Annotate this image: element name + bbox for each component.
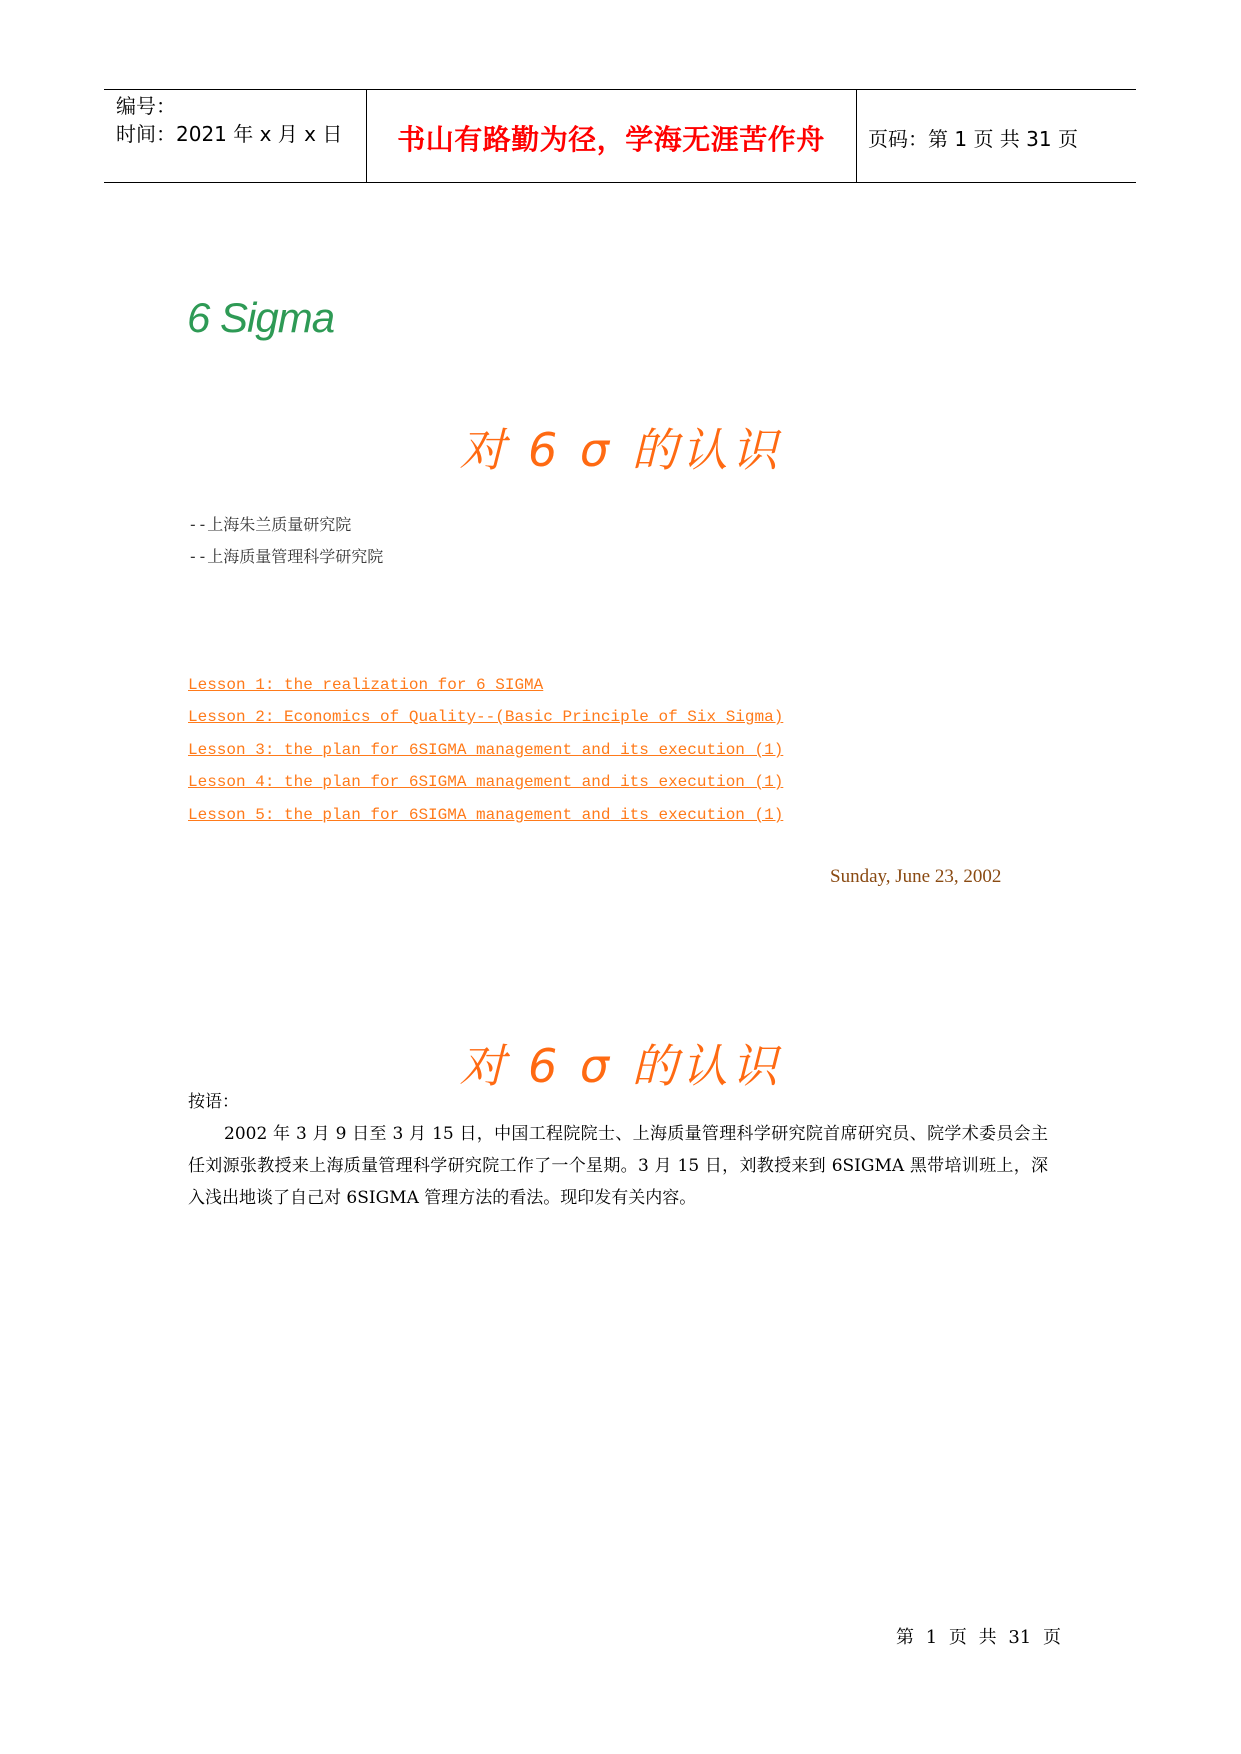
header-motto: 书山有路勤为径，学海无涯苦作舟 <box>397 123 825 156</box>
lesson-link-1[interactable]: Lesson 1: the realization for 6 SIGMA <box>188 676 544 694</box>
organization-line: --上海质量管理科学研究院 <box>188 547 384 566</box>
lesson-link-5[interactable]: Lesson 5: the plan for 6SIGMA management and its execution (1) <box>188 806 784 824</box>
page-footer: 第 1 页 共 31 页 <box>896 1627 1061 1648</box>
lesson-link-2[interactable]: Lesson 2: Economics of Quality--(Basic Principle of Six Sigma) <box>188 708 784 726</box>
document-header <box>104 89 1136 183</box>
header-page-number: 页码：第 1 页 共 31 页 <box>868 127 1078 151</box>
number-label: 编号： <box>116 94 176 118</box>
time-label: 时间：2021 年 x 月 x 日 <box>116 122 343 146</box>
lesson-link-3[interactable]: Lesson 3: the plan for 6SIGMA management and its execution (1) <box>188 741 784 759</box>
intro-paragraph: 2002 年 3 月 9 日至 3 月 15 日，中国工程院院士、上海质量管理科学研究院首席研究员、院学术委员会主任刘源张教授来上海质量管理科学研究院工作了一个星期。3 月 15 日，刘教授来到 6SIGMA 黑带培训班上，深入浅出地谈了自己对 6SIGMA 管理方法的看法。现印发有关内容。 <box>188 1124 1048 1208</box>
header-left-info <box>116 92 342 148</box>
document-date: Sunday, June 23, 2002 <box>830 866 1002 887</box>
note-label: 按语： <box>188 1092 239 1112</box>
page-title: 对 6 σ 的认识 <box>459 423 782 477</box>
section-title: 对 6 σ 的认识 <box>459 1039 782 1093</box>
organization-line: --上海朱兰质量研究院 <box>188 515 352 534</box>
header-divider <box>856 90 857 182</box>
lesson-link-4[interactable]: Lesson 4: the plan for 6SIGMA management and its execution (1) <box>188 773 784 791</box>
six-sigma-logo: 6 Sigma <box>187 294 335 341</box>
